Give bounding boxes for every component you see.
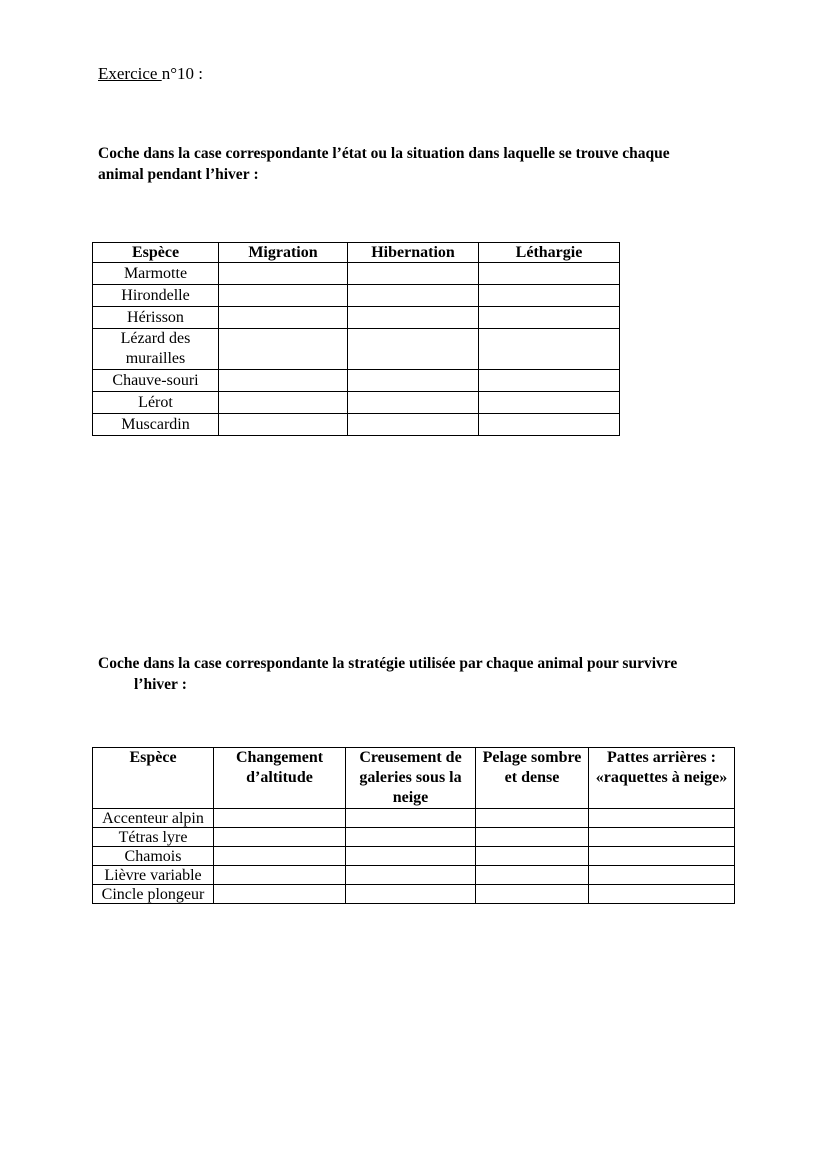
answer-cell[interactable]: [479, 307, 620, 329]
answer-cell[interactable]: [219, 392, 348, 414]
species-cell: Tétras lyre: [93, 828, 214, 847]
species-cell: Marmotte: [93, 263, 219, 285]
column-header-pattes-arrieres: Pattes arrières : «raquettes à neige»: [589, 748, 735, 809]
instruction-1-line-1: Coche dans la case correspondante l’état ou la situation dans laquelle se trouve chaque: [98, 145, 670, 162]
answer-cell[interactable]: [348, 370, 479, 392]
answer-cell[interactable]: [219, 307, 348, 329]
column-header-creusement-galeries: Creusement de galeries sous la neige: [346, 748, 476, 809]
table-row: [93, 329, 620, 370]
column-header-migration: Migration: [219, 243, 348, 263]
answer-cell[interactable]: [476, 847, 589, 866]
table-row: [93, 866, 735, 885]
answer-cell[interactable]: [348, 263, 479, 285]
answer-cell[interactable]: [476, 885, 589, 904]
species-cell: Hérisson: [93, 307, 219, 329]
column-header-lethargie: Léthargie: [479, 243, 620, 263]
species-cell: Lièvre variable: [93, 866, 214, 885]
answer-cell[interactable]: [214, 885, 346, 904]
answer-cell[interactable]: [214, 828, 346, 847]
answer-cell[interactable]: [589, 885, 735, 904]
exercise-title: [98, 64, 203, 84]
answer-cell[interactable]: [348, 285, 479, 307]
answer-cell[interactable]: [476, 828, 589, 847]
answer-cell[interactable]: [219, 370, 348, 392]
table-row: [93, 307, 620, 329]
species-cell: Lézard des murailles: [93, 329, 219, 370]
answer-cell[interactable]: [214, 847, 346, 866]
answer-cell[interactable]: [476, 866, 589, 885]
instruction-1: [98, 143, 758, 185]
instruction-2: [98, 653, 758, 695]
species-cell: Muscardin: [93, 414, 219, 436]
answer-cell[interactable]: [214, 809, 346, 828]
instruction-2-line-1: Coche dans la case correspondante la stratégie utilisée par chaque animal pour survivre: [98, 655, 678, 672]
answer-cell[interactable]: [479, 414, 620, 436]
table-row: [93, 847, 735, 866]
column-header-espece: Espèce: [93, 243, 219, 263]
table-row: [93, 809, 735, 828]
species-cell: Chamois: [93, 847, 214, 866]
column-header-changement-altitude: Changement d’altitude: [214, 748, 346, 809]
table-etat-hiver: [92, 242, 620, 436]
answer-cell[interactable]: [589, 809, 735, 828]
exercise-title-number: n°10 :: [161, 64, 203, 83]
answer-cell[interactable]: [589, 828, 735, 847]
answer-cell[interactable]: [589, 866, 735, 885]
species-cell: Hirondelle: [93, 285, 219, 307]
answer-cell[interactable]: [479, 263, 620, 285]
answer-cell[interactable]: [219, 263, 348, 285]
table-row: [93, 828, 735, 847]
answer-cell[interactable]: [219, 329, 348, 370]
answer-cell[interactable]: [214, 866, 346, 885]
instruction-1-line-2: animal pendant l’hiver :: [98, 166, 259, 183]
answer-cell[interactable]: [348, 329, 479, 370]
species-cell: Accenteur alpin: [93, 809, 214, 828]
answer-cell[interactable]: [348, 392, 479, 414]
answer-cell[interactable]: [476, 809, 589, 828]
answer-cell[interactable]: [479, 392, 620, 414]
answer-cell[interactable]: [346, 847, 476, 866]
answer-cell[interactable]: [346, 809, 476, 828]
answer-cell[interactable]: [219, 414, 348, 436]
table-row: [93, 392, 620, 414]
answer-cell[interactable]: [348, 414, 479, 436]
answer-cell[interactable]: [346, 828, 476, 847]
column-header-hibernation: Hibernation: [348, 243, 479, 263]
table-header-row: [93, 243, 620, 263]
table-header-row: [93, 748, 735, 809]
instruction-2-line-2: l’hiver :: [134, 676, 187, 693]
answer-cell[interactable]: [479, 285, 620, 307]
answer-cell[interactable]: [589, 847, 735, 866]
table-row: [93, 370, 620, 392]
table-row: [93, 414, 620, 436]
exercise-title-underlined: Exercice: [98, 64, 162, 83]
answer-cell[interactable]: [346, 885, 476, 904]
answer-cell[interactable]: [479, 329, 620, 370]
species-cell: Cincle plongeur: [93, 885, 214, 904]
column-header-pelage: Pelage sombre et dense: [476, 748, 589, 809]
answer-cell[interactable]: [346, 866, 476, 885]
answer-cell[interactable]: [219, 285, 348, 307]
table-row: [93, 285, 620, 307]
table-row: [93, 885, 735, 904]
species-cell: Chauve-souri: [93, 370, 219, 392]
table-row: [93, 263, 620, 285]
answer-cell[interactable]: [348, 307, 479, 329]
species-cell: Lérot: [93, 392, 219, 414]
answer-cell[interactable]: [479, 370, 620, 392]
column-header-espece: Espèce: [93, 748, 214, 809]
table-strategies-hiver: [92, 747, 735, 904]
